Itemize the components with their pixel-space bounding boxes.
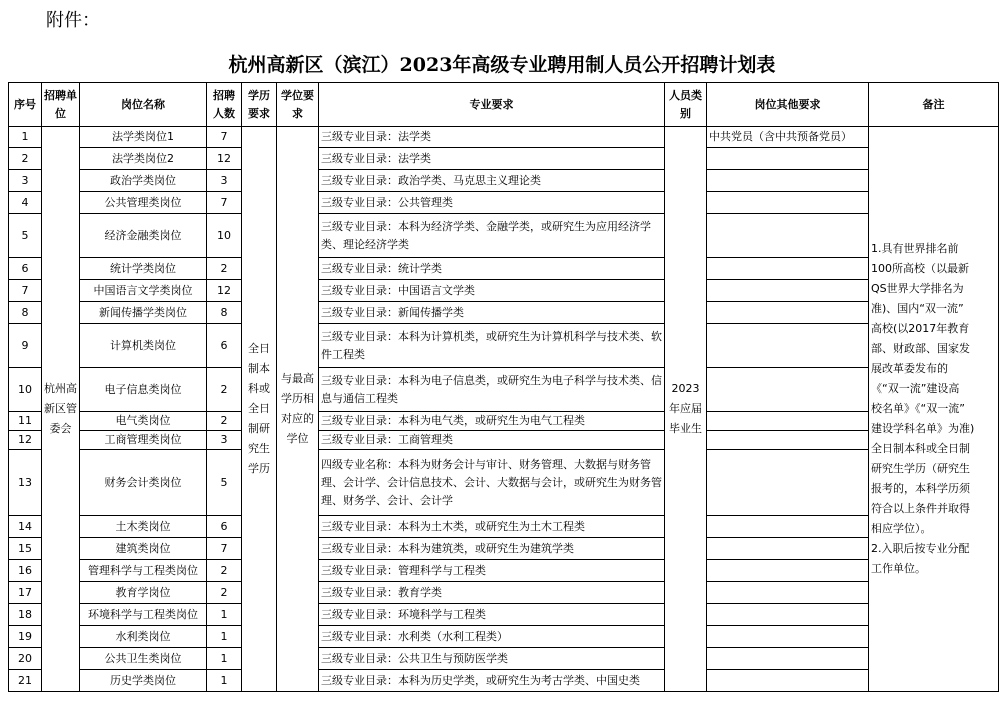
row-other xyxy=(707,626,869,648)
remark-line: 1.具有世界排名前 xyxy=(871,242,959,255)
row-other xyxy=(707,214,869,258)
row-position: 电子信息类岗位 xyxy=(80,368,207,412)
table-row xyxy=(9,412,999,431)
table-row xyxy=(9,192,999,214)
row-other xyxy=(707,192,869,214)
table-row xyxy=(9,560,999,582)
row-count: 2 xyxy=(207,582,242,604)
row-seq: 13 xyxy=(9,450,42,516)
remark-line: 2.入职后按专业分配 xyxy=(871,542,970,555)
row-major: 三级专业目录：新闻传播学类 xyxy=(319,302,665,324)
row-count: 2 xyxy=(207,560,242,582)
table-row xyxy=(9,280,999,302)
unit-cell: 杭州高新区管委会 xyxy=(42,127,80,692)
row-position: 经济金融类岗位 xyxy=(80,214,207,258)
row-major: 三级专业目录：法学类 xyxy=(319,148,665,170)
row-seq: 16 xyxy=(9,560,42,582)
table-row xyxy=(9,302,999,324)
table-row xyxy=(9,127,999,148)
row-seq: 20 xyxy=(9,648,42,670)
row-count: 12 xyxy=(207,280,242,302)
table-row xyxy=(9,258,999,280)
row-major: 三级专业目录：管理科学与工程类 xyxy=(319,560,665,582)
header-category: 人员类别 xyxy=(665,83,707,127)
row-major: 三级专业目录：本科为土木类，或研究生为土木工程类 xyxy=(319,516,665,538)
remark-line: 研究生学历（研究生 xyxy=(871,462,970,475)
row-seq: 1 xyxy=(9,127,42,148)
table-row xyxy=(9,368,999,412)
row-major: 四级专业名称：本科为财务会计与审计、财务管理、大数据与财务管理、会计学、会计信息技术、会计、大数据与会计，或研究生为财务管理、财务学、会计、会计学 xyxy=(319,450,665,516)
row-position: 法学类岗位2 xyxy=(80,148,207,170)
row-seq: 2 xyxy=(9,148,42,170)
row-position: 环境科学与工程类岗位 xyxy=(80,604,207,626)
row-position: 水利类岗位 xyxy=(80,626,207,648)
remark-line: 准)、国内“双一流” xyxy=(871,302,964,315)
table-row xyxy=(9,516,999,538)
row-other xyxy=(707,538,869,560)
row-other xyxy=(707,324,869,368)
row-position: 政治学类岗位 xyxy=(80,170,207,192)
row-position: 管理科学与工程类岗位 xyxy=(80,560,207,582)
row-major: 三级专业目录：环境科学与工程类 xyxy=(319,604,665,626)
row-count: 7 xyxy=(207,127,242,148)
row-major: 三级专业目录：本科为建筑类，或研究生为建筑学类 xyxy=(319,538,665,560)
row-other: 中共党员（含中共预备党员） xyxy=(707,127,869,148)
row-other xyxy=(707,148,869,170)
row-position: 公共卫生类岗位 xyxy=(80,648,207,670)
row-count: 8 xyxy=(207,302,242,324)
remark-line: QS世界大学排名为 xyxy=(871,282,964,295)
remark-line: 展改革委发布的 xyxy=(871,362,948,375)
header-other: 岗位其他要求 xyxy=(707,83,869,127)
row-seq: 9 xyxy=(9,324,42,368)
table-row xyxy=(9,604,999,626)
remark-cell xyxy=(869,127,999,692)
header-row xyxy=(9,83,999,127)
table-row xyxy=(9,324,999,368)
row-count: 5 xyxy=(207,450,242,516)
row-other xyxy=(707,670,869,692)
row-count: 7 xyxy=(207,538,242,560)
row-count: 2 xyxy=(207,258,242,280)
row-position: 财务会计类岗位 xyxy=(80,450,207,516)
row-seq: 7 xyxy=(9,280,42,302)
row-position: 新闻传播学类岗位 xyxy=(80,302,207,324)
row-position: 历史学类岗位 xyxy=(80,670,207,692)
row-other xyxy=(707,431,869,450)
row-seq: 17 xyxy=(9,582,42,604)
remark-line: 校名单》《“双一流” xyxy=(871,402,965,415)
row-other xyxy=(707,280,869,302)
row-seq: 21 xyxy=(9,670,42,692)
table-body xyxy=(9,127,999,692)
attachment-label: 附件： xyxy=(46,10,100,31)
table-row xyxy=(9,648,999,670)
row-count: 10 xyxy=(207,214,242,258)
remark-line: 工作单位。 xyxy=(871,562,926,575)
row-major: 三级专业目录：统计学类 xyxy=(319,258,665,280)
remark-line: 部、财政部、国家发 xyxy=(871,342,970,355)
header-position: 岗位名称 xyxy=(80,83,207,127)
table-row xyxy=(9,626,999,648)
education-cell: 全日制本科或全日制研究生学历 xyxy=(242,127,277,692)
table-row xyxy=(9,538,999,560)
row-seq: 12 xyxy=(9,431,42,450)
row-count: 12 xyxy=(207,148,242,170)
remark-line: 100所高校（以最新 xyxy=(871,262,969,275)
row-major: 三级专业目录：本科为经济学类、金融学类，或研究生为应用经济学类、理论经济学类 xyxy=(319,214,665,258)
page-title: 杭州高新区（滨江）2023年高级专业聘用制人员公开招聘计划表 xyxy=(228,54,776,76)
row-other xyxy=(707,170,869,192)
row-seq: 18 xyxy=(9,604,42,626)
header-degree: 学位要求 xyxy=(277,83,319,127)
table-row xyxy=(9,582,999,604)
row-major: 三级专业目录：法学类 xyxy=(319,127,665,148)
row-count: 1 xyxy=(207,604,242,626)
row-seq: 8 xyxy=(9,302,42,324)
header-count: 招聘人数 xyxy=(207,83,242,127)
table-row xyxy=(9,450,999,516)
row-major: 三级专业目录：教育学类 xyxy=(319,582,665,604)
remark-line: 高校(以2017年教育 xyxy=(871,322,970,335)
row-count: 3 xyxy=(207,170,242,192)
row-other xyxy=(707,604,869,626)
row-major: 三级专业目录：水利类（水利工程类） xyxy=(319,626,665,648)
row-count: 1 xyxy=(207,626,242,648)
row-other xyxy=(707,560,869,582)
remark-line: 符合以上条件并取得 xyxy=(871,502,970,515)
row-major: 三级专业目录：政治学类、马克思主义理论类 xyxy=(319,170,665,192)
table-row xyxy=(9,670,999,692)
row-seq: 15 xyxy=(9,538,42,560)
row-position: 土木类岗位 xyxy=(80,516,207,538)
row-seq: 4 xyxy=(9,192,42,214)
header-education: 学历要求 xyxy=(242,83,277,127)
row-position: 电气类岗位 xyxy=(80,412,207,431)
row-position: 公共管理类岗位 xyxy=(80,192,207,214)
header-unit: 招聘单位 xyxy=(42,83,80,127)
table-row xyxy=(9,214,999,258)
remark-line: 全日制本科或全日制 xyxy=(871,442,970,455)
row-major: 三级专业目录：工商管理类 xyxy=(319,431,665,450)
row-seq: 6 xyxy=(9,258,42,280)
row-count: 6 xyxy=(207,516,242,538)
row-position: 统计学类岗位 xyxy=(80,258,207,280)
row-count: 6 xyxy=(207,324,242,368)
remark-line: 《“双一流”建设高 xyxy=(871,382,960,395)
row-position: 工商管理类岗位 xyxy=(80,431,207,450)
row-count: 1 xyxy=(207,670,242,692)
row-position: 中国语言文学类岗位 xyxy=(80,280,207,302)
row-other xyxy=(707,516,869,538)
row-count: 1 xyxy=(207,648,242,670)
table-row xyxy=(9,170,999,192)
row-other xyxy=(707,648,869,670)
row-position: 教育学岗位 xyxy=(80,582,207,604)
header-seq: 序号 xyxy=(9,83,42,127)
row-major: 三级专业目录：本科为电气类，或研究生为电气工程类 xyxy=(319,412,665,431)
row-seq: 11 xyxy=(9,412,42,431)
category-cell: 2023年应届毕业生 xyxy=(665,127,707,692)
row-seq: 10 xyxy=(9,368,42,412)
row-major: 三级专业目录：公共管理类 xyxy=(319,192,665,214)
row-position: 计算机类岗位 xyxy=(80,324,207,368)
remark-line: 报考的，本科学历须 xyxy=(871,482,970,495)
row-other xyxy=(707,368,869,412)
header-remark: 备注 xyxy=(869,83,999,127)
table-row xyxy=(9,431,999,450)
row-other xyxy=(707,450,869,516)
row-major: 三级专业目录：本科为历史学类，或研究生为考古学类、中国史类 xyxy=(319,670,665,692)
row-other xyxy=(707,582,869,604)
row-seq: 19 xyxy=(9,626,42,648)
row-count: 2 xyxy=(207,412,242,431)
row-major: 三级专业目录：本科为计算机类，或研究生为计算机科学与技术类、软件工程类 xyxy=(319,324,665,368)
row-position: 法学类岗位1 xyxy=(80,127,207,148)
row-seq: 3 xyxy=(9,170,42,192)
row-other xyxy=(707,302,869,324)
row-major: 三级专业目录：公共卫生与预防医学类 xyxy=(319,648,665,670)
row-seq: 5 xyxy=(9,214,42,258)
recruitment-table xyxy=(8,82,999,692)
row-other xyxy=(707,258,869,280)
table-row xyxy=(9,148,999,170)
row-position: 建筑类岗位 xyxy=(80,538,207,560)
remark-line: 建设学科名单》为准) xyxy=(871,422,975,435)
row-seq: 14 xyxy=(9,516,42,538)
row-count: 2 xyxy=(207,368,242,412)
header-major: 专业要求 xyxy=(319,83,665,127)
degree-cell: 与最高学历相对应的学位 xyxy=(277,127,319,692)
row-count: 3 xyxy=(207,431,242,450)
row-major: 三级专业目录：中国语言文学类 xyxy=(319,280,665,302)
row-major: 三级专业目录：本科为电子信息类，或研究生为电子科学与技术类、信息与通信工程类 xyxy=(319,368,665,412)
row-count: 7 xyxy=(207,192,242,214)
remark-line: 相应学位）。 xyxy=(871,522,932,535)
row-other xyxy=(707,412,869,431)
